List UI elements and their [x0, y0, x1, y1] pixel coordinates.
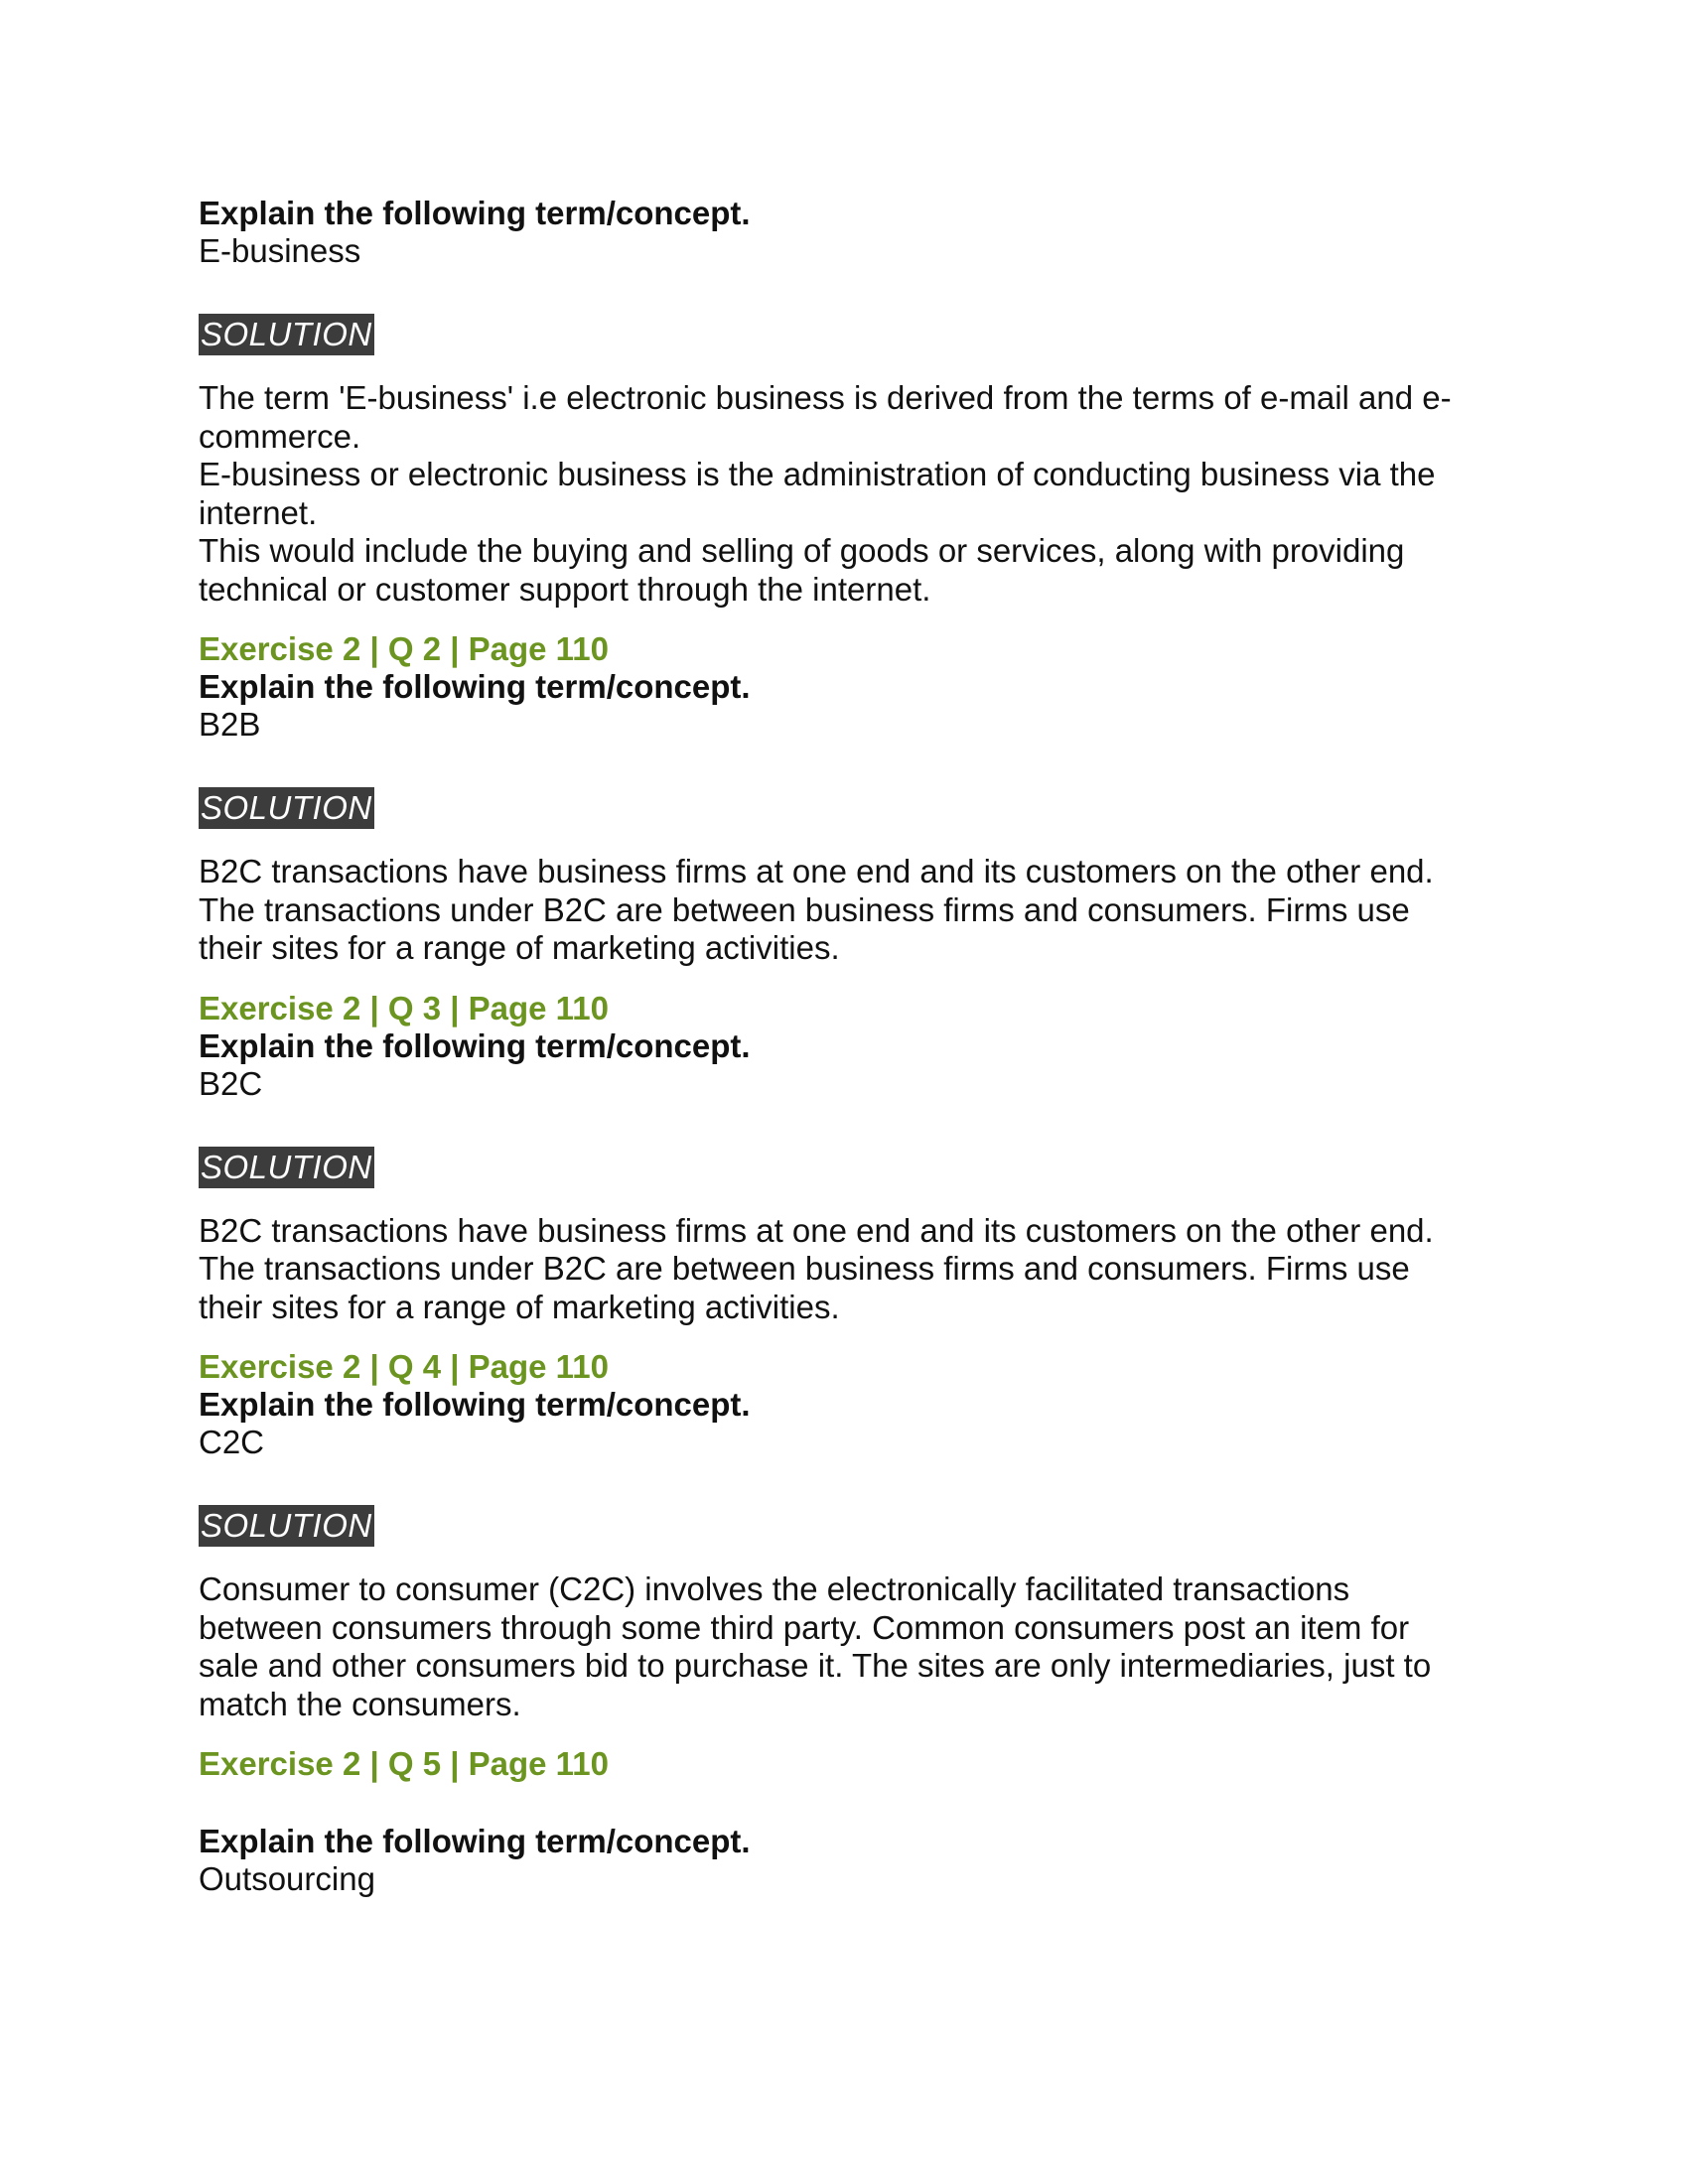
solution-badge: SOLUTION	[199, 314, 374, 355]
solution-line: The transactions under B2C are between business firms and consumers. Firms use	[199, 1250, 1410, 1287]
solution-badge-row	[199, 314, 1489, 357]
solution-line: B2C transactions have business firms at one end and its customers on the other end.	[199, 853, 1434, 889]
question-block	[199, 990, 1489, 1103]
solution-line: internet.	[199, 493, 318, 531]
solution-badge-row	[199, 1505, 1489, 1549]
solution-line: Consumer to consumer (C2C) involves the electronically facilitated transactions	[199, 1570, 1350, 1607]
question-term: E-business	[199, 232, 361, 269]
question-block	[199, 195, 1489, 270]
question-term: Outsourcing	[199, 1860, 375, 1897]
solution-line: B2C transactions have business firms at one end and its customers on the other end.	[199, 1211, 1434, 1249]
exercise-reference: Exercise 2 | Q 3 | Page 110	[199, 989, 609, 1026]
solution-badge-row	[199, 787, 1489, 831]
question-term: B2C	[199, 1064, 263, 1102]
solution-badge: SOLUTION	[199, 1147, 374, 1188]
question-prompt: Explain the following term/concept.	[199, 668, 751, 705]
solution-line: their sites for a range of marketing activities.	[199, 929, 840, 966]
solution-line: E-business or electronic business is the administration of conducting business via the	[199, 456, 1436, 492]
question-prompt: Explain the following term/concept.	[199, 195, 751, 231]
question-block	[199, 630, 1489, 744]
solution-line: This would include the buying and selling of goods or services, along with providing	[199, 532, 1405, 569]
solution-text	[199, 379, 1489, 609]
solution-line: commerce.	[199, 417, 361, 455]
question-prompt: Explain the following term/concept.	[199, 1386, 751, 1423]
exercise-reference: Exercise 2 | Q 5 | Page 110	[199, 1745, 609, 1782]
solution-line: match the consumers.	[199, 1685, 521, 1722]
exercise-reference: Exercise 2 | Q 4 | Page 110	[199, 1348, 609, 1385]
solution-badge: SOLUTION	[199, 1505, 374, 1547]
solution-line: The transactions under B2C are between business firms and consumers. Firms use	[199, 890, 1410, 928]
solution-line: between consumers through some third party. Common consumers post an item for	[199, 1608, 1410, 1646]
question-term: C2C	[199, 1424, 265, 1460]
question-term: B2B	[199, 706, 261, 743]
solution-line: their sites for a range of marketing activities.	[199, 1288, 840, 1325]
solution-text	[199, 853, 1489, 968]
document-page	[199, 195, 1489, 1898]
solution-text	[199, 1212, 1489, 1327]
exercise-reference: Exercise 2 | Q 2 | Page 110	[199, 630, 609, 667]
question-prompt: Explain the following term/concept.	[199, 1823, 751, 1859]
solution-badge: SOLUTION	[199, 787, 374, 829]
solution-line: The term 'E-business' i.e electronic business is derived from the terms of e-mail and e-	[199, 379, 1452, 416]
solution-badge-row	[199, 1147, 1489, 1190]
question-prompt: Explain the following term/concept.	[199, 1026, 751, 1064]
solution-line: technical or customer support through the internet.	[199, 570, 931, 608]
solution-text	[199, 1570, 1489, 1723]
question-block	[199, 1348, 1489, 1461]
question-block	[199, 1745, 1489, 1898]
solution-line: sale and other consumers bid to purchase it. The sites are only intermediaries, just to	[199, 1647, 1432, 1684]
